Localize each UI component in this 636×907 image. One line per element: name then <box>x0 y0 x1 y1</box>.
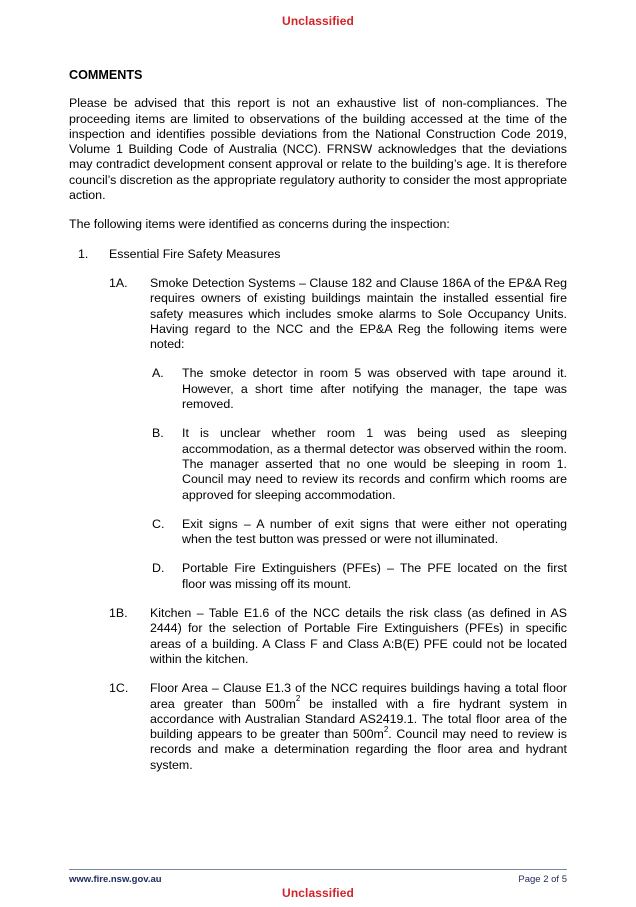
list-letter: B. <box>152 426 164 441</box>
superscript: 2 <box>295 694 301 704</box>
sub-item-d <box>69 561 567 592</box>
classification-bottom: Unclassified <box>282 886 354 900</box>
list-letter: C. <box>152 516 165 531</box>
list-text: It is unclear whether room 1 was being used as sleeping accommodation, as a thermal detector was observed within the room. The manager asserted that no one would be sleeping in room 1. Council may need to review its records and confirm which rooms are approved for sleeping accommodation. <box>182 426 567 502</box>
superscript: 2 <box>383 724 389 734</box>
classification-top: Unclassified <box>282 14 354 28</box>
section-heading: COMMENTS <box>69 68 143 82</box>
document-body <box>69 68 567 773</box>
list-text: Portable Fire Extinguishers (PFEs) – The PFE located on the first floor was missing off its mount. <box>182 561 567 591</box>
list-item-1b <box>69 606 567 667</box>
list-text: Smoke Detection Systems – Clause 182 and Clause 186A of the EP&A Reg requires owners of existing buildings maintain the installed essential fire safety measures which includes smoke alarms to Sole Occupancy Units. Having regard to the NCC and the EP&A Reg the following items were noted: <box>150 275 567 352</box>
list-text <box>150 681 567 773</box>
list-number: 1. <box>78 246 89 261</box>
footer-page-number: Page 2 of 5 <box>518 874 567 885</box>
list-text: Exit signs – A number of exit signs that were either not operating when the test button was pressed or were not illuminated. <box>182 516 567 547</box>
list-item-1 <box>69 247 567 262</box>
disclaimer-paragraph: Please be advised that this report is not an exhaustive list of non-compliances. The proceeding items are limited to observations of the building accessed at the time of the inspection and identifies possible deviations from the National Construction Code 2019, Volume 1 Building Code of Australia (NCC). FRNSW acknowledges that the deviations may contradict development consent approval or relate to the building’s age. It is therefore council’s discretion as the appropriate regulatory authority to consider the most appropriate action. <box>69 96 567 203</box>
sub-item-b <box>69 426 567 502</box>
list-number: 1C. <box>109 681 129 696</box>
list-number: 1A. <box>109 275 128 290</box>
list-letter: D. <box>152 561 165 576</box>
footer-divider <box>69 869 567 870</box>
sub-item-c <box>69 517 567 548</box>
text-segment: be installed with a fire hydrant system in accordance with Australian Standard AS2419.1. The total floor area of the building appears to be greater than 500m <box>150 696 567 742</box>
text-segment: Floor Area – Clause E1.3 of the NCC requires buildings having a total floor area greater than 500m <box>150 681 567 711</box>
text-segment: . Council may need to review is records and make a determination regarding the floor area and hydrant system. <box>150 727 567 772</box>
list-item-1c <box>69 681 567 773</box>
list-text: Kitchen – Table E1.6 of the NCC details the risk class (as defined in AS 2444) for the selection of Portable Fire Extinguishers (PFEs) in specific areas of a building. A Class F and Class A:B(E) PFE could not be located within the kitchen. <box>150 606 567 666</box>
list-letter: A. <box>152 366 164 381</box>
list-title: Essential Fire Safety Measures <box>109 246 281 261</box>
sub-item-a <box>69 366 567 412</box>
list-item-1a <box>69 276 567 352</box>
intro-paragraph: The following items were identified as concerns during the inspection: <box>69 217 450 232</box>
footer-website-link[interactable]: www.fire.nsw.gov.au <box>69 874 162 885</box>
list-text: The smoke detector in room 5 was observed with tape around it. However, a short time after notifying the manager, the tape was removed. <box>182 366 567 412</box>
list-number: 1B. <box>109 606 128 621</box>
